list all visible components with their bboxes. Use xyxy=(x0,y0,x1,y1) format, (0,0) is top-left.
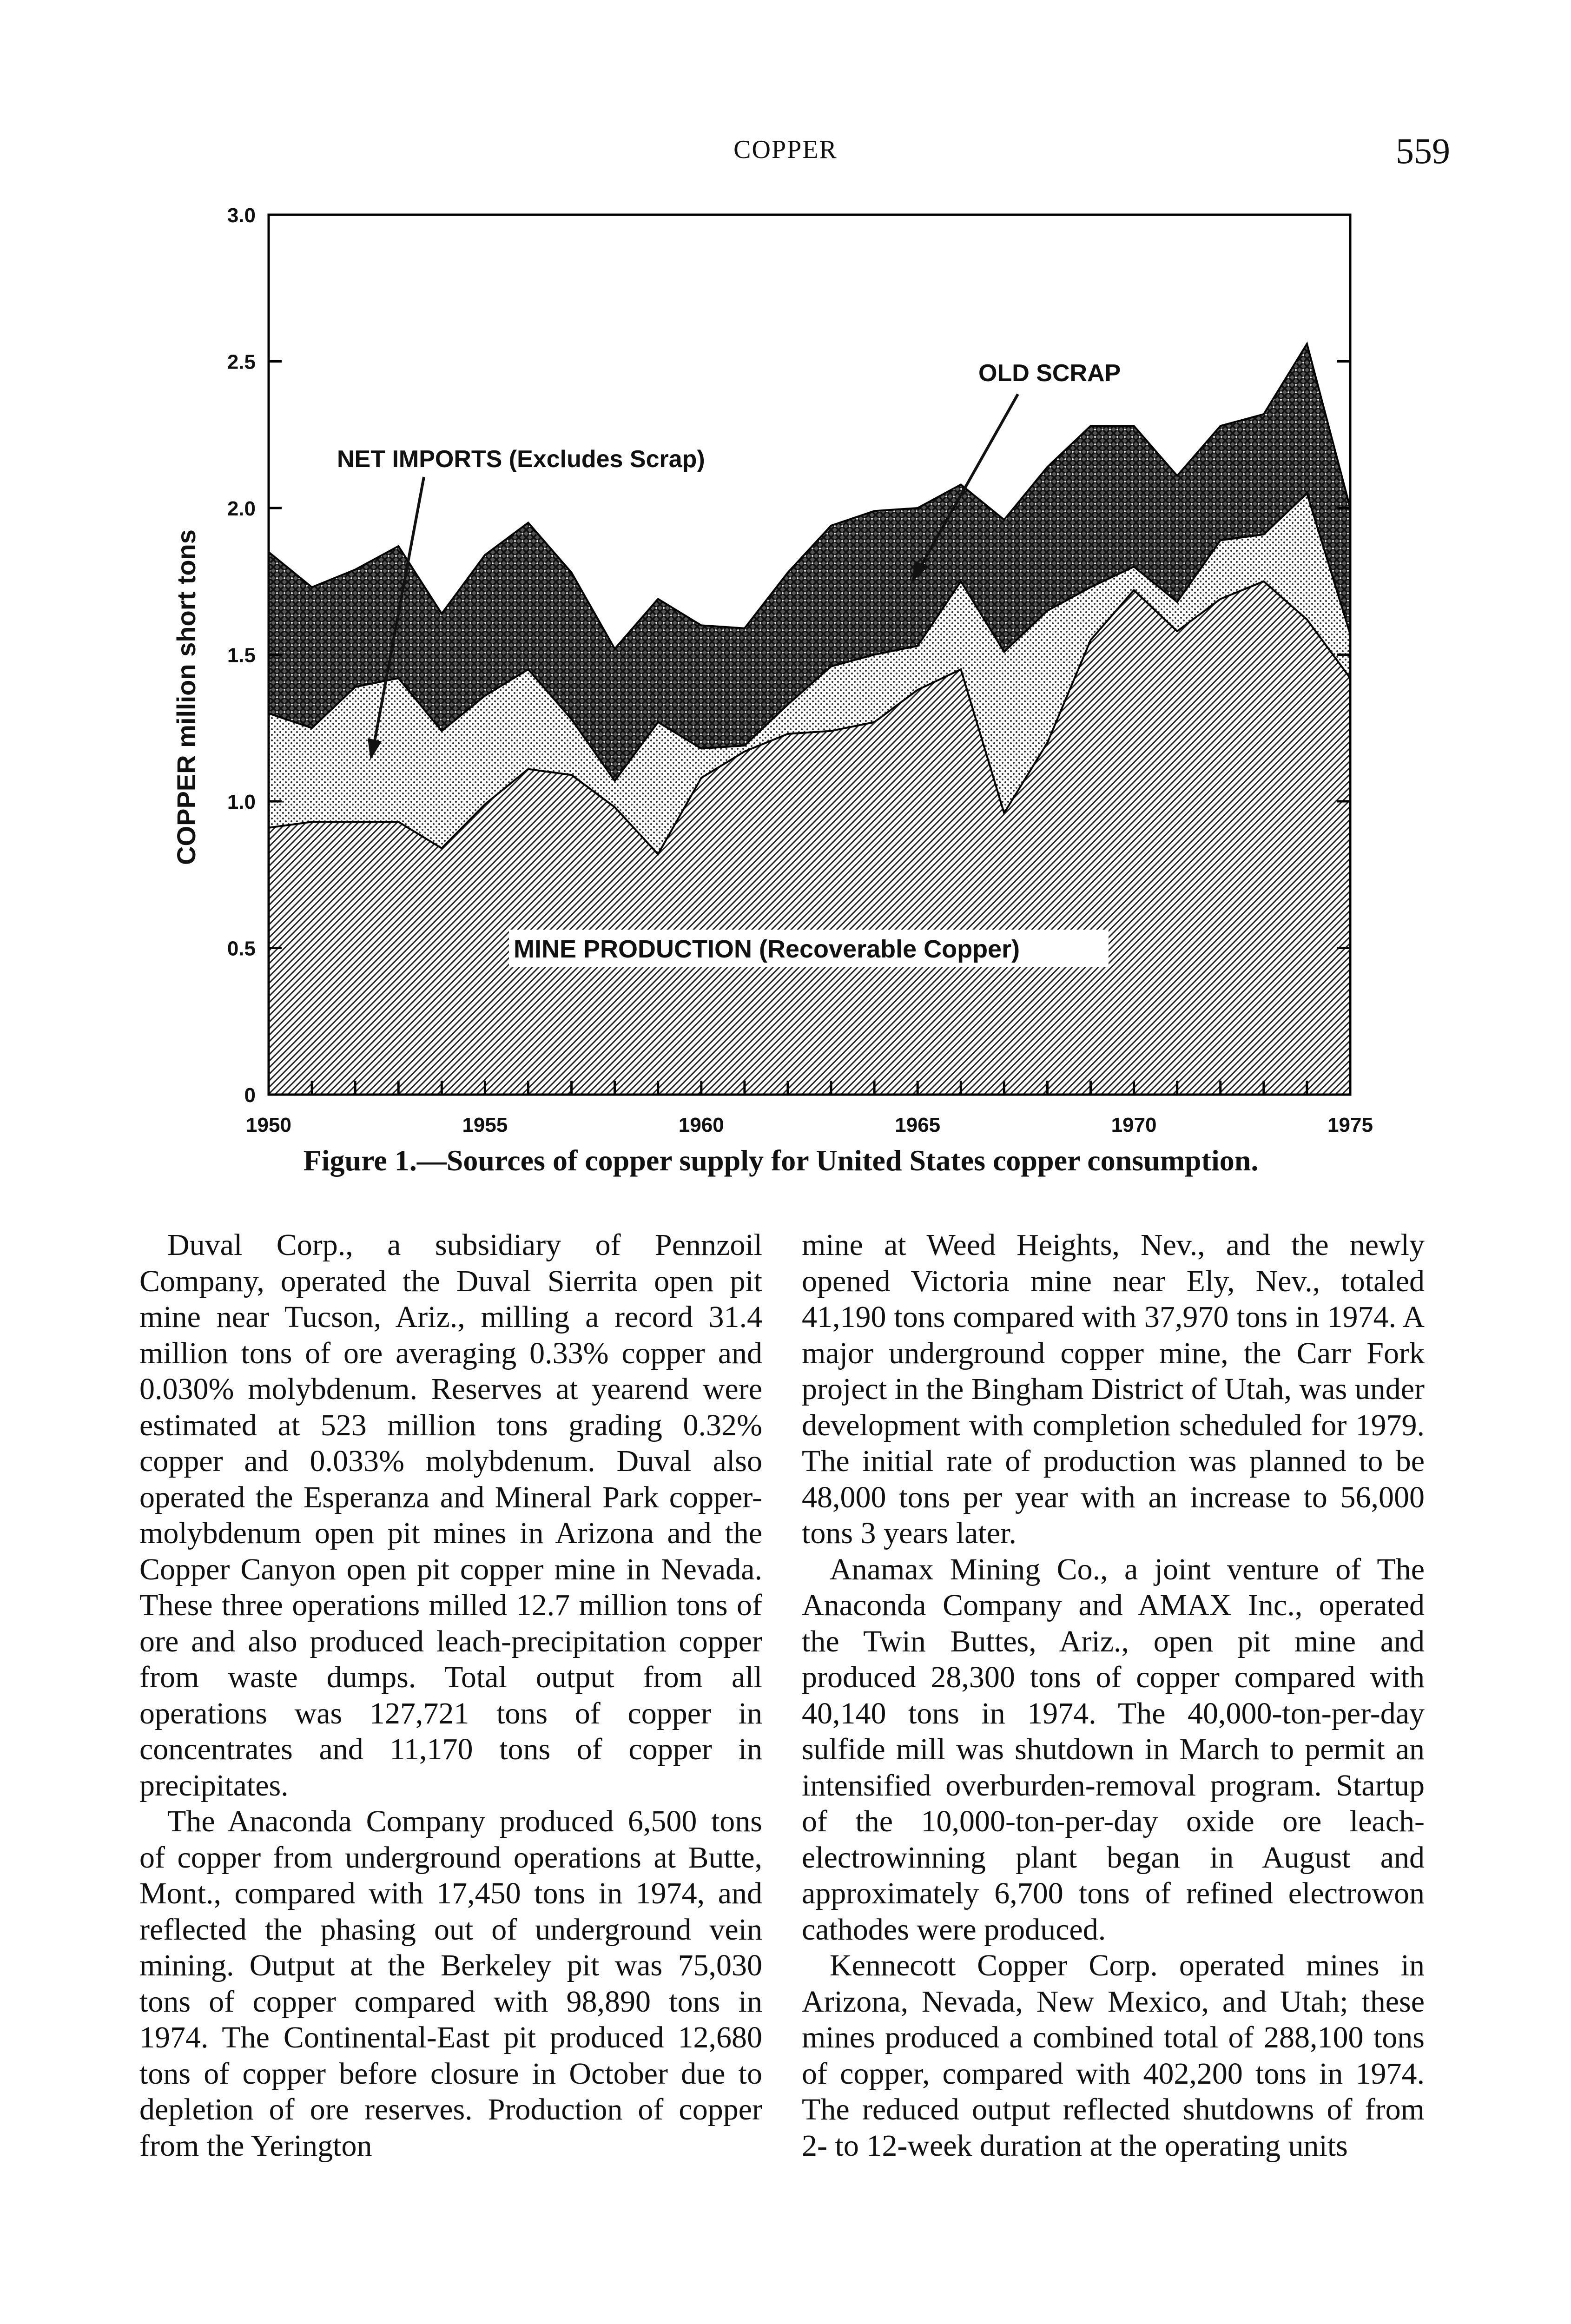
y-tick-label: 2.5 xyxy=(227,350,256,374)
y-axis-label: COPPER million short tons xyxy=(172,529,201,865)
y-tick-label: 3.0 xyxy=(227,204,256,227)
mine-production-label: MINE PRODUCTION (Recoverable Copper) xyxy=(514,935,1020,963)
mine-production-annotation xyxy=(509,930,1109,967)
y-tick-label: 2.0 xyxy=(227,497,256,520)
copper-supply-chart xyxy=(139,195,1422,1181)
paragraph: The Anaconda Company produced 6,500 tons of copper from underground operations at Butte, Mont., compared with 17,450 tons in 1974, and reflected the phasing out of underground vein mining. Output at the Berkeley pit was 75,030 tons of copper compared with 98,890 tons in 1974. The Continental-East pit produced 12,680 tons of copper before closure in October due to depletion of ore reserves. Production of copper from the Yerington xyxy=(139,1804,762,2163)
y-tick-label: 1.0 xyxy=(227,791,256,813)
paragraph: Anamax Mining Co., a joint venture of The Anaconda Company and AMAX Inc., operated the Twin Buttes, Ariz., open pit mine and produced 28,300 tons of copper compared with 40,140 tons in 1974. The 40,000-ton-per-day sulfide mill was shutdown in March to permit an intensified overburden-removal program. Startup of the 10,000-ton-per-day oxide ore leach-electrowinning plant began in August and approximately 6,700 tons of refined electrowon cathodes were produced. xyxy=(802,1552,1425,1947)
page-number: 559 xyxy=(1396,131,1450,171)
x-tick-label: 1950 xyxy=(246,1114,291,1136)
x-tick-label: 1970 xyxy=(1111,1114,1157,1136)
net-imports-label: NET IMPORTS (Excludes Scrap) xyxy=(337,446,705,473)
y-tick-label: 0 xyxy=(244,1084,256,1107)
x-tick-label: 1955 xyxy=(462,1114,508,1136)
body-column-right xyxy=(802,1227,1425,2164)
x-tick-label: 1975 xyxy=(1327,1114,1373,1136)
running-header: COPPER xyxy=(733,135,838,164)
y-tick-label: 1.5 xyxy=(227,644,256,667)
x-tick-label: 1960 xyxy=(678,1114,724,1136)
paragraph: Kennecott Copper Corp. operated mines in Arizona, Nevada, New Mexico, and Utah; these mines produced a combined total of 288,100 tons of copper, compared with 402,200 tons in 1974. The reduced output reflected shutdowns of from 2- to 12-week duration at the operating units xyxy=(802,1948,1425,2163)
paragraph: Duval Corp., a subsidiary of Pennzoil Company, operated the Duval Sierrita open pit mine near Tucson, Ariz., milling a record 31.4 million tons of ore averaging 0.33% copper and 0.030% molybdenum. Reserves at yearend were estimated at 523 million tons grading 0.32% copper and 0.033% molybdenum. Duval also operated the Esperanza and Mineral Park copper-molybdenum open pit mines in Arizona and the Copper Canyon open pit copper mine in Nevada. These three operations milled 12.7 million tons of ore and also produced leach-precipitation copper from waste dumps. Total output from all operations was 127,721 tons of copper in concentrates and 11,170 tons of copper in precipitates. xyxy=(139,1228,762,1802)
y-tick-label: 0.5 xyxy=(227,937,256,960)
paragraph: mine at Weed Heights, Nev., and the newly opened Victoria mine near Ely, Nev., totaled 41,190 tons compared with 37,970 tons in 1974. A major underground copper mine, the Carr Fork project in the Bingham District of Utah, was under development with completion scheduled for 1979. The initial rate of production was planned to be 48,000 tons per year with an increase to 56,000 tons 3 years later. xyxy=(802,1228,1425,1550)
x-tick-label: 1965 xyxy=(895,1114,941,1136)
old-scrap-label: OLD SCRAP xyxy=(978,360,1121,387)
figure-caption: Figure 1.—Sources of copper supply for United States copper consumption. xyxy=(303,1144,1259,1177)
body-column-left xyxy=(139,1227,762,2164)
